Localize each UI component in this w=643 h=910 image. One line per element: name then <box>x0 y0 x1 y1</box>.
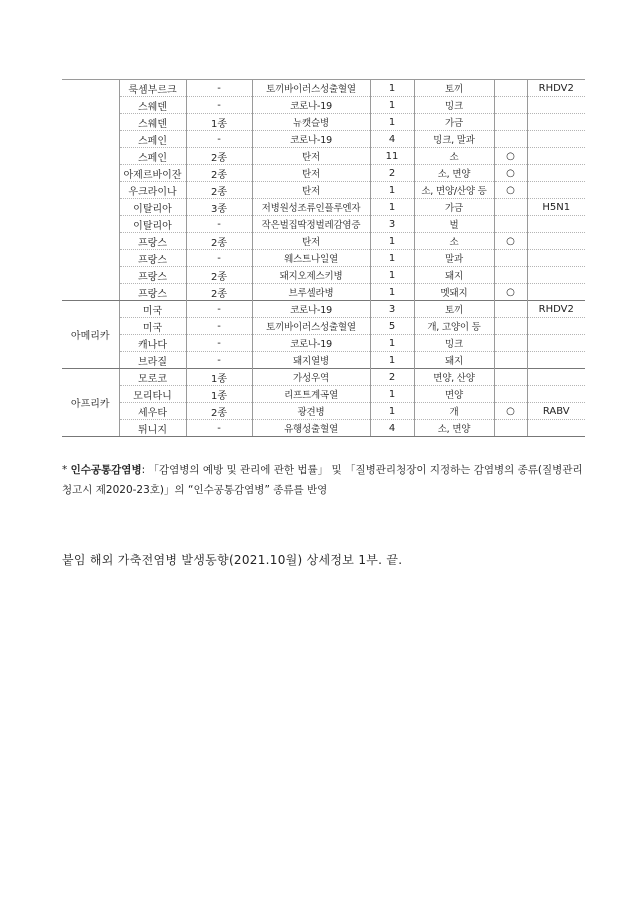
zoonosis-mark <box>494 369 527 386</box>
class-cell: 1종 <box>186 114 252 131</box>
zoonosis-mark <box>494 216 527 233</box>
country-cell: 우크라이나 <box>119 182 186 199</box>
host-cell: 개 <box>414 403 494 420</box>
class-cell: 2종 <box>186 182 252 199</box>
disease-cell: 탄저 <box>252 233 370 250</box>
serotype-cell <box>527 233 585 250</box>
disease-cell: 가성우역 <box>252 369 370 386</box>
disease-cell: 저병원성조류인플루엔자 <box>252 199 370 216</box>
country-cell: 스웨덴 <box>119 97 186 114</box>
host-cell: 돼지 <box>414 352 494 369</box>
region-cell: 아메리카 <box>62 301 119 369</box>
class-cell: 2종 <box>186 148 252 165</box>
table-row <box>62 369 585 386</box>
table-row <box>62 165 585 182</box>
class-cell: 2종 <box>186 233 252 250</box>
country-cell: 튀니지 <box>119 420 186 437</box>
class-cell: 2종 <box>186 267 252 284</box>
serotype-cell <box>527 284 585 301</box>
host-cell: 멧돼지 <box>414 284 494 301</box>
host-cell: 개, 고양이 등 <box>414 318 494 335</box>
zoonosis-mark <box>494 199 527 216</box>
serotype-cell: RABV <box>527 403 585 420</box>
count-cell: 1 <box>370 182 414 199</box>
serotype-cell <box>527 267 585 284</box>
table-body <box>62 80 585 437</box>
class-cell: - <box>186 301 252 318</box>
country-cell: 룩셈부르크 <box>119 80 186 97</box>
region-cell <box>62 80 119 301</box>
disease-cell: 코로나-19 <box>252 131 370 148</box>
table-row <box>62 267 585 284</box>
country-cell: 이탈리아 <box>119 216 186 233</box>
disease-cell: 브루셀라병 <box>252 284 370 301</box>
country-cell: 프랑스 <box>119 233 186 250</box>
table-row <box>62 182 585 199</box>
disease-cell: 코로나-19 <box>252 301 370 318</box>
zoonosis-mark: ○ <box>494 148 527 165</box>
serotype-cell <box>527 318 585 335</box>
serotype-cell <box>527 97 585 114</box>
country-cell: 아제르바이잔 <box>119 165 186 182</box>
disease-cell: 광견병 <box>252 403 370 420</box>
zoonosis-mark: ○ <box>494 284 527 301</box>
count-cell: 1 <box>370 199 414 216</box>
disease-cell: 유행성출혈열 <box>252 420 370 437</box>
country-cell: 미국 <box>119 301 186 318</box>
zoonosis-mark: ○ <box>494 233 527 250</box>
class-cell: - <box>186 80 252 97</box>
serotype-cell <box>527 114 585 131</box>
disease-cell: 웨스트나일열 <box>252 250 370 267</box>
count-cell: 4 <box>370 131 414 148</box>
class-cell: - <box>186 352 252 369</box>
country-cell: 모로코 <box>119 369 186 386</box>
footnote-term: 인수공통감염병 <box>70 464 142 476</box>
serotype-cell: RHDV2 <box>527 301 585 318</box>
class-cell: - <box>186 318 252 335</box>
country-cell: 캐나다 <box>119 335 186 352</box>
zoonosis-mark: ○ <box>494 182 527 199</box>
country-cell: 세우타 <box>119 403 186 420</box>
count-cell: 2 <box>370 369 414 386</box>
table-row <box>62 131 585 148</box>
serotype-cell: RHDV2 <box>527 80 585 97</box>
serotype-cell <box>527 165 585 182</box>
serotype-cell <box>527 335 585 352</box>
host-cell: 소, 면양 <box>414 420 494 437</box>
country-cell: 프랑스 <box>119 267 186 284</box>
disease-cell: 돼지오제스키병 <box>252 267 370 284</box>
host-cell: 면양 <box>414 386 494 403</box>
class-cell: - <box>186 250 252 267</box>
footnote-marker: * <box>62 464 68 476</box>
host-cell: 돼지 <box>414 267 494 284</box>
count-cell: 1 <box>370 233 414 250</box>
table-row <box>62 420 585 437</box>
host-cell: 면양, 산양 <box>414 369 494 386</box>
disease-cell: 돼지열병 <box>252 352 370 369</box>
serotype-cell <box>527 420 585 437</box>
host-cell: 소, 면양 <box>414 165 494 182</box>
table-row <box>62 284 585 301</box>
class-cell: - <box>186 97 252 114</box>
table-row <box>62 386 585 403</box>
host-cell: 토끼 <box>414 301 494 318</box>
host-cell: 밍크 <box>414 335 494 352</box>
zoonosis-mark <box>494 335 527 352</box>
disease-cell: 탄저 <box>252 148 370 165</box>
host-cell: 벌 <box>414 216 494 233</box>
table-row <box>62 80 585 97</box>
country-cell: 모리타니 <box>119 386 186 403</box>
class-cell: 1종 <box>186 386 252 403</box>
class-cell: 2종 <box>186 165 252 182</box>
count-cell: 1 <box>370 267 414 284</box>
zoonosis-mark <box>494 352 527 369</box>
count-cell: 2 <box>370 165 414 182</box>
table-row <box>62 403 585 420</box>
serotype-cell <box>527 352 585 369</box>
table-row <box>62 114 585 131</box>
count-cell: 5 <box>370 318 414 335</box>
zoonosis-mark: ○ <box>494 165 527 182</box>
class-cell: - <box>186 131 252 148</box>
count-cell: 1 <box>370 114 414 131</box>
disease-cell: 코로나-19 <box>252 97 370 114</box>
table-row <box>62 250 585 267</box>
count-cell: 3 <box>370 216 414 233</box>
class-cell: 2종 <box>186 284 252 301</box>
zoonosis-mark <box>494 267 527 284</box>
class-cell: - <box>186 216 252 233</box>
disease-cell: 탄저 <box>252 165 370 182</box>
region-cell: 아프리카 <box>62 369 119 437</box>
host-cell: 토끼 <box>414 80 494 97</box>
count-cell: 1 <box>370 284 414 301</box>
disease-cell: 탄저 <box>252 182 370 199</box>
host-cell: 소 <box>414 148 494 165</box>
table-row <box>62 233 585 250</box>
footnote <box>62 460 587 500</box>
serotype-cell: H5N1 <box>527 199 585 216</box>
zoonosis-mark <box>494 80 527 97</box>
table-row <box>62 97 585 114</box>
country-cell: 미국 <box>119 318 186 335</box>
disease-cell: 뉴캣슬병 <box>252 114 370 131</box>
table-row <box>62 216 585 233</box>
count-cell: 1 <box>370 335 414 352</box>
country-cell: 스웨덴 <box>119 114 186 131</box>
country-cell: 이탈리아 <box>119 199 186 216</box>
disease-cell: 토끼바이러스성출혈열 <box>252 318 370 335</box>
zoonosis-mark <box>494 131 527 148</box>
zoonosis-mark <box>494 97 527 114</box>
class-cell: - <box>186 335 252 352</box>
country-cell: 프랑스 <box>119 284 186 301</box>
zoonosis-mark <box>494 420 527 437</box>
disease-cell: 리프트계곡열 <box>252 386 370 403</box>
count-cell: 1 <box>370 386 414 403</box>
host-cell: 밍크 <box>414 97 494 114</box>
country-cell: 스페인 <box>119 131 186 148</box>
class-cell: 2종 <box>186 403 252 420</box>
country-cell: 브라질 <box>119 352 186 369</box>
country-cell: 프랑스 <box>119 250 186 267</box>
count-cell: 4 <box>370 420 414 437</box>
zoonosis-mark <box>494 386 527 403</box>
count-cell: 1 <box>370 80 414 97</box>
zoonosis-mark <box>494 114 527 131</box>
table-row <box>62 148 585 165</box>
host-cell: 가금 <box>414 114 494 131</box>
disease-cell: 작은벌집딱정벌레감염증 <box>252 216 370 233</box>
serotype-cell <box>527 250 585 267</box>
table-row <box>62 335 585 352</box>
table-row <box>62 301 585 318</box>
count-cell: 1 <box>370 97 414 114</box>
count-cell: 3 <box>370 301 414 318</box>
table-row <box>62 352 585 369</box>
serotype-cell <box>527 131 585 148</box>
count-cell: 1 <box>370 352 414 369</box>
count-cell: 11 <box>370 148 414 165</box>
serotype-cell <box>527 216 585 233</box>
serotype-cell <box>527 386 585 403</box>
footnote-text: : 「감염병의 예방 및 관리에 관한 법률」 및 「질병관리청장이 지정하는 감염병의 종류(질병관리청고시 제2020-23호)」의 “인수공통감염병” 종류를 반영 <box>62 464 583 496</box>
host-cell: 가금 <box>414 199 494 216</box>
disease-cell: 코로나-19 <box>252 335 370 352</box>
country-cell: 스페인 <box>119 148 186 165</box>
disease-outbreak-table <box>62 79 585 437</box>
serotype-cell <box>527 182 585 199</box>
table-row <box>62 199 585 216</box>
zoonosis-mark <box>494 301 527 318</box>
class-cell: 1종 <box>186 369 252 386</box>
disease-cell: 토끼바이러스성출혈열 <box>252 80 370 97</box>
host-cell: 밍크, 말과 <box>414 131 494 148</box>
count-cell: 1 <box>370 403 414 420</box>
class-cell: 3종 <box>186 199 252 216</box>
attachment-line: 붙임 해외 가축전염병 발생동향(2021.10월) 상세정보 1부. 끝. <box>62 553 403 567</box>
host-cell: 소 <box>414 233 494 250</box>
serotype-cell <box>527 369 585 386</box>
table-row <box>62 318 585 335</box>
count-cell: 1 <box>370 250 414 267</box>
host-cell: 소, 면양/산양 등 <box>414 182 494 199</box>
zoonosis-mark: ○ <box>494 403 527 420</box>
host-cell: 말과 <box>414 250 494 267</box>
zoonosis-mark <box>494 318 527 335</box>
serotype-cell <box>527 148 585 165</box>
class-cell: - <box>186 420 252 437</box>
zoonosis-mark <box>494 250 527 267</box>
